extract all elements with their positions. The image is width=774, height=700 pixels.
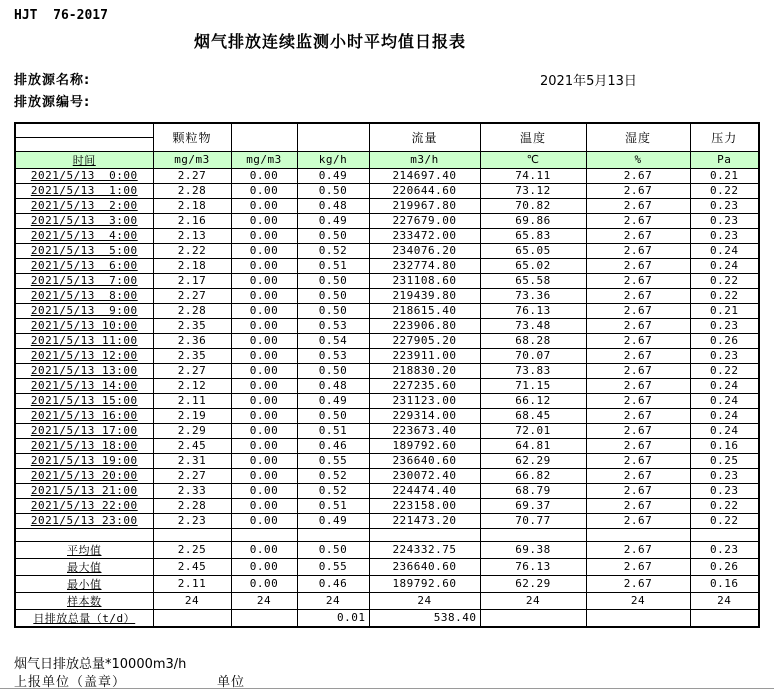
value-cell: 70.82: [480, 198, 586, 213]
summary-value: 62.29: [480, 575, 586, 592]
report-table: [14, 122, 760, 628]
unit-header-row: [15, 151, 759, 168]
value-cell: 189792.60: [369, 438, 480, 453]
value-cell: 0.00: [231, 183, 297, 198]
value-cell: 62.29: [480, 453, 586, 468]
summary-row: [15, 541, 759, 558]
value-cell: 2.67: [586, 393, 690, 408]
value-cell: 230072.40: [369, 468, 480, 483]
summary-row: [15, 592, 759, 609]
spacer-row: [15, 528, 759, 541]
unit-label: 单位: [217, 675, 246, 690]
value-cell: 0.49: [297, 513, 369, 528]
value-cell: 0.24: [690, 408, 759, 423]
time-cell: 2021/5/13 16:00: [15, 408, 153, 423]
summary-value: [153, 609, 231, 627]
summary-value: 0.46: [297, 575, 369, 592]
col-group-pressure: 压力: [690, 123, 759, 151]
summary-value: 2.11: [153, 575, 231, 592]
time-cell: 2021/5/13 3:00: [15, 213, 153, 228]
summary-value: 24: [586, 592, 690, 609]
summary-row: [15, 575, 759, 592]
value-cell: 2.67: [586, 303, 690, 318]
time-header-blank: [15, 123, 153, 151]
summary-value: 2.45: [153, 558, 231, 575]
summary-value: 0.55: [297, 558, 369, 575]
time-cell: 2021/5/13 7:00: [15, 273, 153, 288]
summary-value: 236640.60: [369, 558, 480, 575]
table-row: [15, 423, 759, 438]
value-cell: 0.50: [297, 303, 369, 318]
value-cell: 223158.00: [369, 498, 480, 513]
value-cell: 0.00: [231, 408, 297, 423]
value-cell: 0.54: [297, 333, 369, 348]
unit-m3-h: m3/h: [369, 151, 480, 168]
value-cell: 0.00: [231, 273, 297, 288]
summary-value: 24: [480, 592, 586, 609]
value-cell: 0.00: [231, 228, 297, 243]
empty-cell: [480, 528, 586, 541]
time-cell: 2021/5/13 11:00: [15, 333, 153, 348]
value-cell: 2.36: [153, 333, 231, 348]
bottom-divider: [0, 688, 774, 689]
value-cell: 65.02: [480, 258, 586, 273]
value-cell: 0.24: [690, 258, 759, 273]
value-cell: 2.29: [153, 423, 231, 438]
value-cell: 2.23: [153, 513, 231, 528]
value-cell: 218830.20: [369, 363, 480, 378]
value-cell: 2.67: [586, 213, 690, 228]
value-cell: 227235.60: [369, 378, 480, 393]
value-cell: 69.86: [480, 213, 586, 228]
value-cell: 0.00: [231, 498, 297, 513]
time-cell: 2021/5/13 22:00: [15, 498, 153, 513]
value-cell: 2.16: [153, 213, 231, 228]
value-cell: 2.45: [153, 438, 231, 453]
table-row: [15, 288, 759, 303]
table-row: [15, 168, 759, 183]
value-cell: 0.26: [690, 333, 759, 348]
value-cell: 73.12: [480, 183, 586, 198]
value-cell: 0.52: [297, 243, 369, 258]
summary-value: 224332.75: [369, 541, 480, 558]
value-cell: 2.67: [586, 408, 690, 423]
value-cell: 2.18: [153, 198, 231, 213]
value-cell: 233472.00: [369, 228, 480, 243]
value-cell: 219439.80: [369, 288, 480, 303]
value-cell: 0.52: [297, 483, 369, 498]
unit-percent: %: [586, 151, 690, 168]
summary-value: [231, 609, 297, 627]
value-cell: 2.67: [586, 243, 690, 258]
value-cell: 227905.20: [369, 333, 480, 348]
time-cell: 2021/5/13 15:00: [15, 393, 153, 408]
value-cell: 2.31: [153, 453, 231, 468]
value-cell: 2.13: [153, 228, 231, 243]
value-cell: 2.67: [586, 168, 690, 183]
value-cell: 0.24: [690, 378, 759, 393]
table-row: [15, 333, 759, 348]
unit-mg-m3-b: mg/m3: [231, 151, 297, 168]
time-column-header: 时间: [15, 151, 153, 168]
summary-label: 平均值: [15, 541, 153, 558]
value-cell: 2.67: [586, 468, 690, 483]
time-cell: 2021/5/13 17:00: [15, 423, 153, 438]
summary-value: 2.67: [586, 558, 690, 575]
value-cell: 2.67: [586, 513, 690, 528]
value-cell: 2.35: [153, 348, 231, 363]
value-cell: 2.67: [586, 228, 690, 243]
table-row: [15, 228, 759, 243]
value-cell: 0.48: [297, 198, 369, 213]
value-cell: 232774.80: [369, 258, 480, 273]
summary-value: 0.23: [690, 541, 759, 558]
value-cell: 2.18: [153, 258, 231, 273]
table-row: [15, 453, 759, 468]
time-cell: 2021/5/13 21:00: [15, 483, 153, 498]
time-cell: 2021/5/13 5:00: [15, 243, 153, 258]
value-cell: 68.45: [480, 408, 586, 423]
col-group-temperature: 温度: [480, 123, 586, 151]
summary-label: 样本数: [15, 592, 153, 609]
value-cell: 64.81: [480, 438, 586, 453]
value-cell: 76.13: [480, 303, 586, 318]
table-row: [15, 483, 759, 498]
value-cell: 0.51: [297, 498, 369, 513]
value-cell: 0.50: [297, 273, 369, 288]
value-cell: 0.50: [297, 363, 369, 378]
table-row: [15, 183, 759, 198]
table-row: [15, 318, 759, 333]
summary-value: 189792.60: [369, 575, 480, 592]
value-cell: 223673.40: [369, 423, 480, 438]
table-row: [15, 243, 759, 258]
value-cell: 2.67: [586, 288, 690, 303]
value-cell: 0.22: [690, 513, 759, 528]
value-cell: 2.28: [153, 498, 231, 513]
value-cell: 2.67: [586, 363, 690, 378]
table-row: [15, 303, 759, 318]
value-cell: 0.53: [297, 348, 369, 363]
time-cell: 2021/5/13 20:00: [15, 468, 153, 483]
time-cell: 2021/5/13 4:00: [15, 228, 153, 243]
summary-value: 0.26: [690, 558, 759, 575]
value-cell: 0.00: [231, 243, 297, 258]
value-cell: 2.28: [153, 183, 231, 198]
value-cell: 0.00: [231, 423, 297, 438]
empty-cell: [297, 528, 369, 541]
value-cell: 73.36: [480, 288, 586, 303]
value-cell: 214697.40: [369, 168, 480, 183]
value-cell: 0.00: [231, 213, 297, 228]
value-cell: 2.28: [153, 303, 231, 318]
value-cell: 66.82: [480, 468, 586, 483]
value-cell: 0.52: [297, 468, 369, 483]
summary-value: 0.16: [690, 575, 759, 592]
value-cell: 229314.00: [369, 408, 480, 423]
summary-value: 76.13: [480, 558, 586, 575]
value-cell: 2.12: [153, 378, 231, 393]
standard-number: HJT 76-2017: [14, 8, 108, 23]
summary-value: 69.38: [480, 541, 586, 558]
col-group-particulate: 颗粒物: [153, 123, 231, 151]
value-cell: 0.00: [231, 198, 297, 213]
summary-value: 2.25: [153, 541, 231, 558]
summary-value: 24: [297, 592, 369, 609]
col-group-blank-2: [297, 123, 369, 151]
value-cell: 0.22: [690, 183, 759, 198]
unit-kg-h: kg/h: [297, 151, 369, 168]
value-cell: 0.00: [231, 348, 297, 363]
value-cell: 70.07: [480, 348, 586, 363]
value-cell: 0.53: [297, 318, 369, 333]
table-row: [15, 258, 759, 273]
table-row: [15, 198, 759, 213]
value-cell: 0.00: [231, 513, 297, 528]
time-cell: 2021/5/13 23:00: [15, 513, 153, 528]
source-name-label: 排放源名称:: [14, 73, 91, 88]
summary-value: 0.00: [231, 541, 297, 558]
value-cell: 0.00: [231, 393, 297, 408]
value-cell: 2.19: [153, 408, 231, 423]
value-cell: 0.23: [690, 483, 759, 498]
value-cell: 0.23: [690, 213, 759, 228]
time-cell: 2021/5/13 14:00: [15, 378, 153, 393]
value-cell: 0.49: [297, 393, 369, 408]
empty-cell: [586, 528, 690, 541]
time-cell: 2021/5/13 13:00: [15, 363, 153, 378]
table-row: [15, 213, 759, 228]
value-cell: 0.23: [690, 348, 759, 363]
time-cell: 2021/5/13 1:00: [15, 183, 153, 198]
value-cell: 0.00: [231, 288, 297, 303]
value-cell: 0.00: [231, 363, 297, 378]
value-cell: 0.25: [690, 453, 759, 468]
value-cell: 0.00: [231, 168, 297, 183]
summary-value: 0.01: [297, 609, 369, 627]
time-cell: 2021/5/13 12:00: [15, 348, 153, 363]
unit-mg-m3-a: mg/m3: [153, 151, 231, 168]
value-cell: 0.46: [297, 438, 369, 453]
summary-value: 24: [690, 592, 759, 609]
value-cell: 0.00: [231, 468, 297, 483]
table-row: [15, 498, 759, 513]
value-cell: 0.00: [231, 378, 297, 393]
table-row: [15, 273, 759, 288]
value-cell: 0.48: [297, 378, 369, 393]
value-cell: 2.67: [586, 498, 690, 513]
value-cell: 2.33: [153, 483, 231, 498]
value-cell: 70.77: [480, 513, 586, 528]
value-cell: 2.67: [586, 348, 690, 363]
value-cell: 0.23: [690, 228, 759, 243]
value-cell: 227679.00: [369, 213, 480, 228]
time-cell: 2021/5/13 18:00: [15, 438, 153, 453]
value-cell: 68.28: [480, 333, 586, 348]
value-cell: 0.21: [690, 168, 759, 183]
value-cell: 73.48: [480, 318, 586, 333]
summary-value: 0.00: [231, 575, 297, 592]
value-cell: 2.11: [153, 393, 231, 408]
table-row: [15, 393, 759, 408]
value-cell: 0.50: [297, 408, 369, 423]
value-cell: 2.67: [586, 453, 690, 468]
split-line: [16, 137, 153, 138]
value-cell: 0.00: [231, 453, 297, 468]
time-cell: 2021/5/13 6:00: [15, 258, 153, 273]
value-cell: 73.83: [480, 363, 586, 378]
value-cell: 219967.80: [369, 198, 480, 213]
summary-value: 0.50: [297, 541, 369, 558]
summary-label: 最大值: [15, 558, 153, 575]
report-date: 2021年5月13日: [540, 74, 637, 89]
value-cell: 0.50: [297, 228, 369, 243]
value-cell: 221473.20: [369, 513, 480, 528]
time-cell: 2021/5/13 19:00: [15, 453, 153, 468]
source-code-label: 排放源编号:: [14, 95, 91, 110]
value-cell: 0.16: [690, 438, 759, 453]
value-cell: 2.27: [153, 288, 231, 303]
summary-label: 最小值: [15, 575, 153, 592]
value-cell: 2.67: [586, 273, 690, 288]
time-cell: 2021/5/13 2:00: [15, 198, 153, 213]
value-cell: 234076.20: [369, 243, 480, 258]
value-cell: 2.67: [586, 258, 690, 273]
summary-row: [15, 609, 759, 627]
empty-cell: [15, 528, 153, 541]
summary-row: [15, 558, 759, 575]
table-row: [15, 408, 759, 423]
unit-celsius: ℃: [480, 151, 586, 168]
summary-value: 24: [369, 592, 480, 609]
value-cell: 0.00: [231, 333, 297, 348]
summary-value: 538.40: [369, 609, 480, 627]
empty-cell: [690, 528, 759, 541]
value-cell: 2.67: [586, 183, 690, 198]
value-cell: 0.24: [690, 243, 759, 258]
value-cell: 2.67: [586, 198, 690, 213]
value-cell: 65.58: [480, 273, 586, 288]
col-group-humidity: 湿度: [586, 123, 690, 151]
value-cell: 0.51: [297, 423, 369, 438]
value-cell: 231108.60: [369, 273, 480, 288]
value-cell: 0.21: [690, 303, 759, 318]
summary-value: 24: [231, 592, 297, 609]
summary-value: [690, 609, 759, 627]
value-cell: 0.49: [297, 168, 369, 183]
value-cell: 2.67: [586, 483, 690, 498]
table-row: [15, 468, 759, 483]
value-cell: 223906.80: [369, 318, 480, 333]
col-group-flow: 流量: [369, 123, 480, 151]
value-cell: 0.24: [690, 393, 759, 408]
value-cell: 0.51: [297, 258, 369, 273]
summary-value: 2.67: [586, 541, 690, 558]
time-cell: 2021/5/13 0:00: [15, 168, 153, 183]
value-cell: 0.23: [690, 468, 759, 483]
time-cell: 2021/5/13 9:00: [15, 303, 153, 318]
empty-cell: [369, 528, 480, 541]
value-cell: 0.22: [690, 273, 759, 288]
value-cell: 2.17: [153, 273, 231, 288]
col-group-blank-1: [231, 123, 297, 151]
value-cell: 0.49: [297, 213, 369, 228]
value-cell: 224474.40: [369, 483, 480, 498]
value-cell: 71.15: [480, 378, 586, 393]
value-cell: 0.00: [231, 258, 297, 273]
summary-value: [586, 609, 690, 627]
value-cell: 0.00: [231, 303, 297, 318]
summary-value: 0.00: [231, 558, 297, 575]
value-cell: 0.23: [690, 198, 759, 213]
value-cell: 231123.00: [369, 393, 480, 408]
summary-value: 2.67: [586, 575, 690, 592]
summary-value: [480, 609, 586, 627]
value-cell: 69.37: [480, 498, 586, 513]
value-cell: 66.12: [480, 393, 586, 408]
value-cell: 2.27: [153, 363, 231, 378]
value-cell: 2.67: [586, 378, 690, 393]
table-row: [15, 363, 759, 378]
value-cell: 2.67: [586, 423, 690, 438]
value-cell: 68.79: [480, 483, 586, 498]
value-cell: 223911.00: [369, 348, 480, 363]
summary-label: 日排放总量（t/d）: [15, 609, 153, 627]
value-cell: 0.22: [690, 498, 759, 513]
value-cell: 0.22: [690, 288, 759, 303]
value-cell: 2.22: [153, 243, 231, 258]
value-cell: 0.00: [231, 318, 297, 333]
table-row: [15, 438, 759, 453]
table-row: [15, 348, 759, 363]
empty-cell: [231, 528, 297, 541]
value-cell: 0.55: [297, 453, 369, 468]
value-cell: 220644.60: [369, 183, 480, 198]
page-title: 烟气排放连续监测小时平均值日报表: [193, 32, 466, 51]
value-cell: 2.67: [586, 333, 690, 348]
table-row: [15, 513, 759, 528]
unit-pa: Pa: [690, 151, 759, 168]
value-cell: 2.27: [153, 168, 231, 183]
value-cell: 236640.60: [369, 453, 480, 468]
value-cell: 0.50: [297, 183, 369, 198]
time-cell: 2021/5/13 10:00: [15, 318, 153, 333]
value-cell: 72.01: [480, 423, 586, 438]
footer-note: 烟气日排放总量*10000m3/h: [14, 657, 187, 672]
value-cell: 0.00: [231, 438, 297, 453]
value-cell: 0.22: [690, 363, 759, 378]
value-cell: 0.24: [690, 423, 759, 438]
group-header-row: [15, 123, 759, 151]
value-cell: 65.83: [480, 228, 586, 243]
value-cell: 2.35: [153, 318, 231, 333]
summary-value: 24: [153, 592, 231, 609]
value-cell: 0.23: [690, 318, 759, 333]
value-cell: 218615.40: [369, 303, 480, 318]
value-cell: 2.27: [153, 468, 231, 483]
table-row: [15, 378, 759, 393]
value-cell: 65.05: [480, 243, 586, 258]
time-cell: 2021/5/13 8:00: [15, 288, 153, 303]
value-cell: 0.00: [231, 483, 297, 498]
report-unit-label: 上报单位（盖章）: [14, 675, 127, 690]
empty-cell: [153, 528, 231, 541]
value-cell: 74.11: [480, 168, 586, 183]
value-cell: 2.67: [586, 318, 690, 333]
value-cell: 0.50: [297, 288, 369, 303]
value-cell: 2.67: [586, 438, 690, 453]
